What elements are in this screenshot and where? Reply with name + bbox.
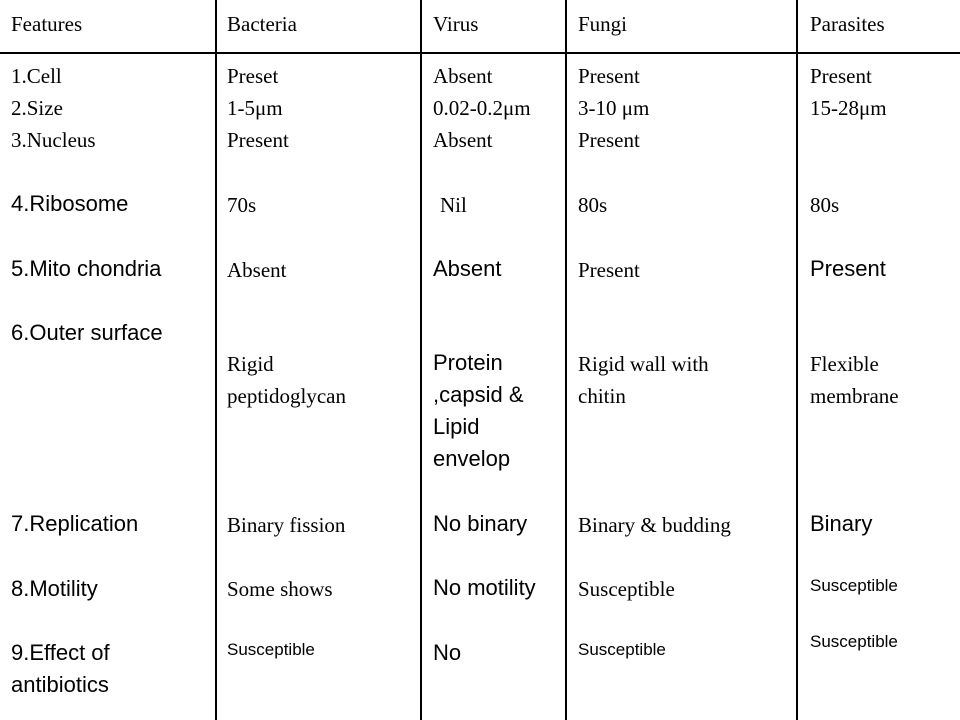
parasites-replication: Binary: [810, 511, 873, 536]
feature-motility: 8.Motility: [11, 576, 98, 601]
parasites-cell: Present: [810, 64, 872, 88]
feature-size: 2.Size: [11, 96, 63, 120]
column-divider: [565, 0, 567, 720]
feature-ribosome: 4.Ribosome: [11, 191, 129, 216]
bacteria-motility: Some shows: [227, 577, 333, 601]
virus-outer-surface-line1: Protein: [433, 350, 503, 375]
feature-mitochondria: 5.Mito chondria: [11, 256, 162, 281]
bacteria-antibiotics: Susceptible: [227, 640, 315, 659]
bacteria-cell: Preset: [227, 64, 279, 88]
bacteria-outer-surface-line2: peptidoglycan: [227, 384, 346, 408]
bacteria-replication: Binary fission: [227, 513, 346, 537]
header-features: Features: [11, 12, 83, 36]
virus-outer-surface-line3: Lipid: [433, 414, 480, 439]
bacteria-ribosome: 70s: [227, 193, 257, 217]
parasites-mitochondria: Present: [810, 256, 886, 281]
feature-outer-surface: 6.Outer surface: [11, 320, 163, 345]
feature-nucleus: 3.Nucleus: [11, 128, 96, 152]
parasites-motility: Susceptible: [810, 576, 898, 595]
fungi-ribosome: 80s: [578, 193, 608, 217]
feature-antibiotics-line1: 9.Effect of: [11, 640, 110, 665]
fungi-mitochondria: Present: [578, 258, 640, 282]
virus-mitochondria: Absent: [433, 256, 502, 281]
parasites-ribosome: 80s: [810, 193, 840, 217]
parasites-outer-surface-line2: membrane: [810, 384, 899, 408]
virus-ribosome: Nil: [440, 193, 467, 217]
bacteria-size: 1-5μm: [227, 96, 283, 120]
header-parasites: Parasites: [810, 12, 885, 36]
bacteria-outer-surface-line1: Rigid: [227, 352, 274, 376]
virus-cell: Absent: [433, 64, 493, 88]
column-divider: [796, 0, 798, 720]
header-virus: Virus: [433, 12, 479, 36]
header-divider: [0, 52, 960, 54]
virus-antibiotics: No: [433, 640, 462, 665]
virus-motility: No motility: [433, 575, 536, 600]
fungi-outer-surface-line1: Rigid wall with: [578, 352, 709, 376]
column-divider: [215, 0, 217, 720]
fungi-outer-surface-line2: chitin: [578, 384, 626, 408]
feature-cell: 1.Cell: [11, 64, 62, 88]
virus-nucleus: Absent: [433, 128, 493, 152]
fungi-nucleus: Present: [578, 128, 640, 152]
virus-size: 0.02-0.2μm: [433, 96, 531, 120]
virus-outer-surface-line2: ,capsid &: [433, 382, 524, 407]
virus-outer-surface-line4: envelop: [433, 446, 511, 471]
column-divider: [420, 0, 422, 720]
fungi-size: 3-10 μm: [578, 96, 650, 120]
header-bacteria: Bacteria: [227, 12, 297, 36]
header-fungi: Fungi: [578, 12, 628, 36]
parasites-antibiotics: Susceptible: [810, 632, 898, 651]
bacteria-mitochondria: Absent: [227, 258, 287, 282]
virus-replication: No binary: [433, 511, 528, 536]
fungi-motility: Susceptible: [578, 577, 675, 601]
feature-replication: 7.Replication: [11, 511, 139, 536]
bacteria-nucleus: Present: [227, 128, 289, 152]
fungi-antibiotics: Susceptible: [578, 640, 666, 659]
fungi-replication: Binary & budding: [578, 513, 731, 537]
feature-antibiotics-line2: antibiotics: [11, 672, 109, 697]
fungi-cell: Present: [578, 64, 640, 88]
parasites-outer-surface-line1: Flexible: [810, 352, 879, 376]
parasites-size: 15-28μm: [810, 96, 887, 120]
